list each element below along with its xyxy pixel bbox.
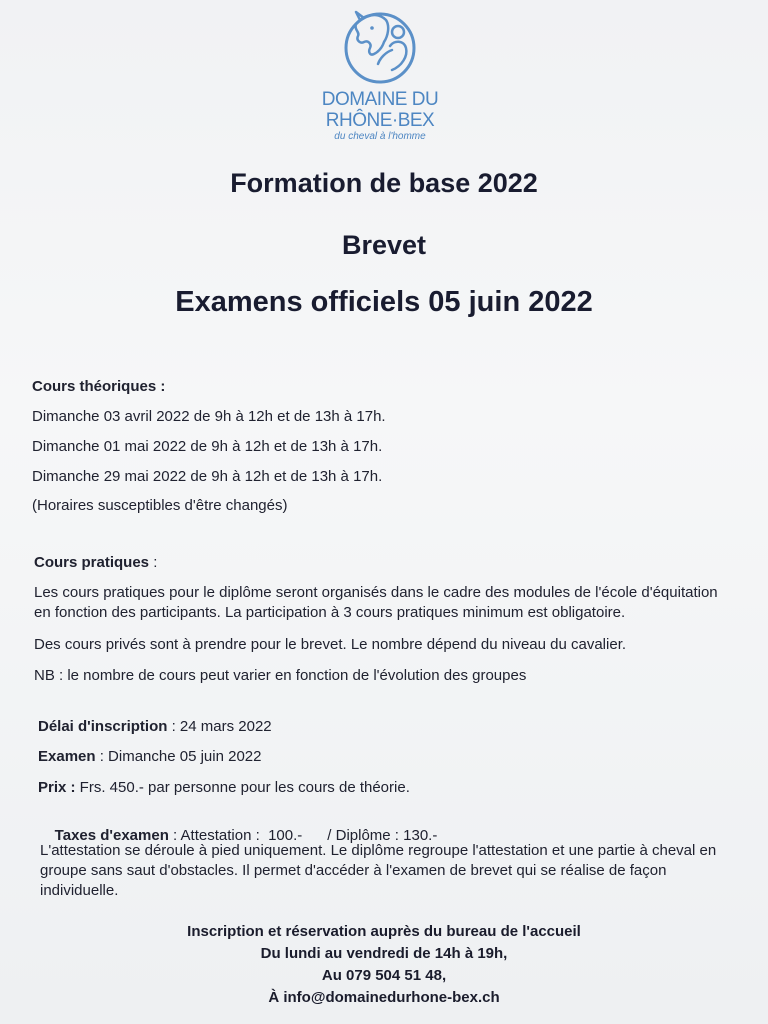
title-formation: Formation de base 2022: [230, 168, 538, 198]
theory-date-3: Dimanche 29 mai 2022 de 9h à 12h et de 13h à 17h.: [32, 468, 383, 485]
exam-value: : Dimanche 05 juin 2022: [95, 748, 262, 765]
practice-paragraph-3: NB : le nombre de cours peut varier en fonction de l'évolution des groupes: [34, 667, 527, 684]
exam-label: Examen: [38, 748, 96, 765]
theory-date-1: Dimanche 03 avril 2022 de 9h à 12h et de 13h à 17h.: [32, 408, 386, 425]
deadline-label: Délai d'inscription: [38, 718, 168, 735]
price-label: Prix :: [38, 779, 76, 796]
title-examens: Examens officiels 05 juin 2022: [175, 286, 593, 318]
price-value: Frs. 450.- par personne pour les cours de théorie.: [75, 779, 410, 796]
info-line-1: L'attestation se déroule à pied uniquement. Le diplôme regroupe l'attestation et une partie à cheval en: [40, 842, 717, 859]
footer-line-1: Inscription et réservation auprès du bureau de l'accueil: [187, 923, 581, 940]
practice-paragraph-1-line-2: en fonction des participants. La participation à 3 cours pratiques minimum est obligatoire.: [34, 604, 626, 621]
deadline-row: [38, 718, 272, 735]
theory-note: (Horaires susceptibles d'être changés): [32, 497, 288, 514]
title-brevet: Brevet: [341, 230, 427, 260]
fees-value: : Attestation : 100.- / Diplôme : 130.-: [168, 827, 438, 844]
exam-row: [38, 748, 261, 765]
practice-heading-suffix: :: [149, 554, 158, 571]
logo-tagline: du cheval à l'homme: [334, 131, 426, 142]
footer-line-2: Du lundi au vendredi de 14h à 19h,: [260, 945, 508, 962]
footer-line-3: Au 079 504 51 48,: [321, 967, 447, 984]
fees-label: Taxes d'examen: [54, 827, 169, 844]
practice-paragraph-1-line-1: Les cours pratiques pour le diplôme seront organisés dans le cadre des modules de l'école d'équitation: [34, 584, 718, 601]
theory-heading: Cours théoriques :: [32, 378, 166, 395]
logo: [310, 6, 450, 142]
logo-name-line2: RHÔNE·BEX: [325, 110, 435, 131]
deadline-value: : 24 mars 2022: [167, 718, 272, 735]
horse-and-person-icon: [334, 6, 426, 88]
theory-date-2: Dimanche 01 mai 2022 de 9h à 12h et de 13h à 17h.: [32, 438, 383, 455]
practice-heading-row: [34, 554, 157, 571]
footer-line-4: À info@domainedurhone-bex.ch: [268, 989, 500, 1006]
info-line-3: individuelle.: [40, 882, 119, 899]
logo-name-line1: DOMAINE DU: [321, 89, 439, 110]
practice-heading: Cours pratiques: [34, 554, 150, 571]
info-line-2: groupe sans saut d'obstacles. Il permet d'accéder à l'examen de brevet qui se réalise de façon: [40, 862, 667, 879]
price-row: [38, 779, 410, 796]
practice-paragraph-2: Des cours privés sont à prendre pour le brevet. Le nombre dépend du niveau du cavalier.: [34, 636, 627, 653]
